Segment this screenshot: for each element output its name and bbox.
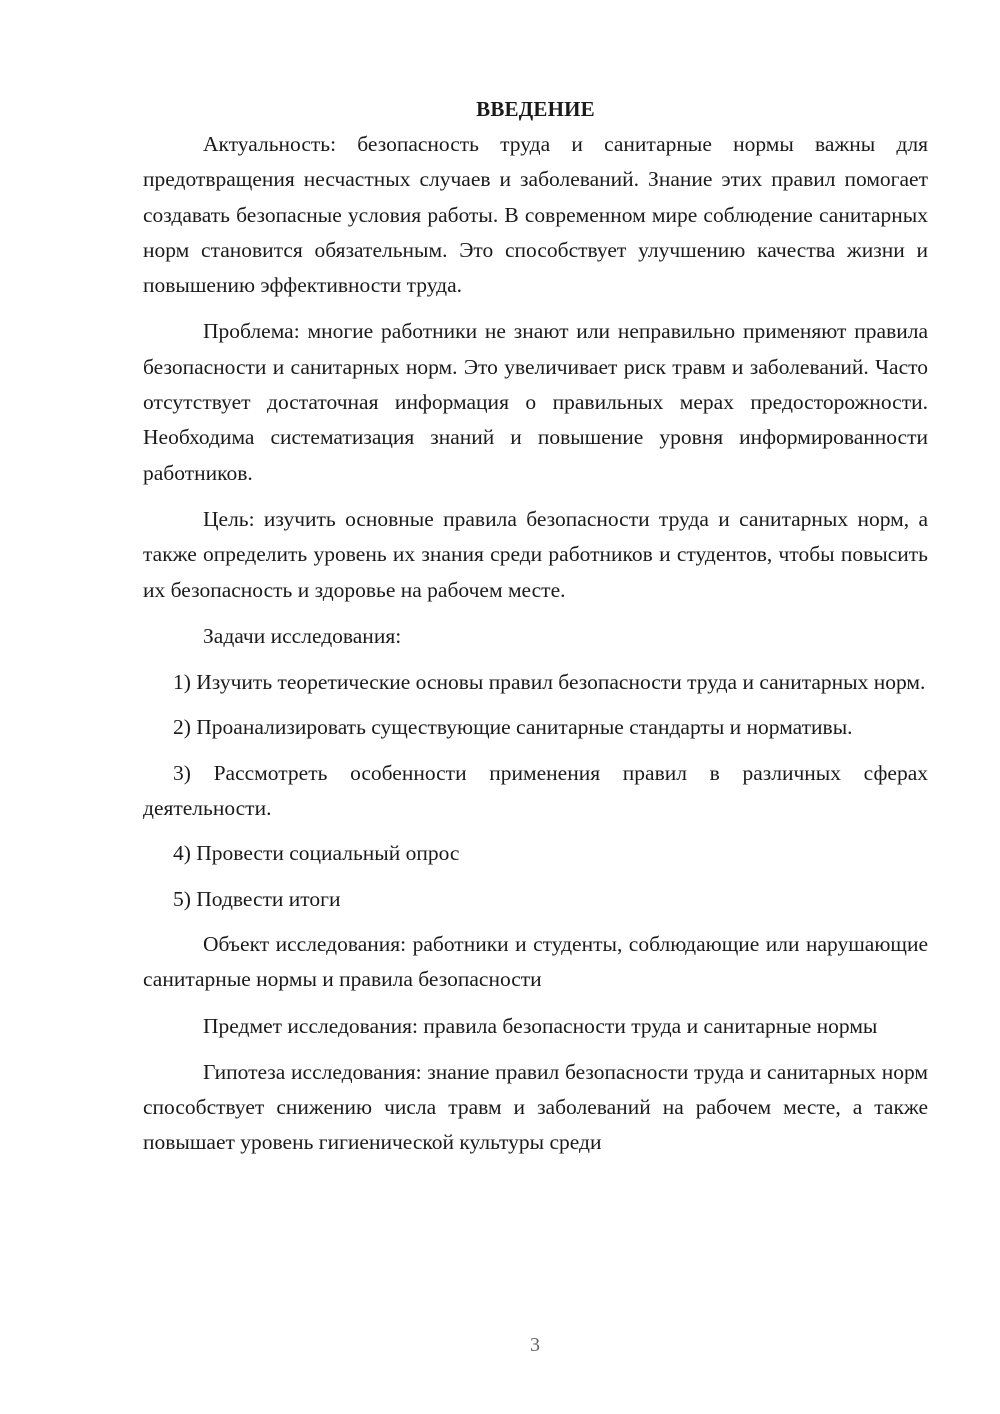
page-number: 3 [530,1334,540,1356]
paragraph-problem: Проблема: многие работники не знают или неправильно применяют правила безопасности и санитарных норм. Это увеличивает риск травм и заболеваний. Часто отсутствует достаточная информация о правильных мерах предосторожности. Необходима систематизация знаний и повышение уровня информированности работников. [143,319,928,485]
task-item-2: 2) Проанализировать существующие санитарные стандарты и нормативы. [173,715,853,740]
paragraph-goal: Цель: изучить основные правила безопасности труда и санитарных норм, а также определить уровень их знания среди работников и студентов, чтобы повысить их безопасность и здоровье на рабочем месте. [143,506,928,602]
page-title: ВВЕДЕНИЕ [476,97,595,121]
task-item-4: 4) Провести социальный опрос [173,841,460,866]
paragraph-object: Объект исследования: работники и студенты, соблюдающие или нарушающие санитарные нормы и правила безопасности [143,931,928,992]
paragraph-relevance: Актуальность: безопасность труда и санитарные нормы важны для предотвращения несчастных случаев и заболеваний. Знание этих правил помогает создавать безопасные условия работы. В современном мире соблюдение санитарных норм становится обязательным. Это способствует улучшению качества жизни и повышению эффективности труда. [143,132,928,298]
paragraph-subject: Предмет исследования: правила безопасности труда и санитарные нормы [203,1013,878,1038]
paragraph-hypothesis: Гипотеза исследования: знание правил безопасности труда и санитарных норм способствует снижению числа травм и заболеваний на рабочем месте, а также повышает уровень гигиенической культуры среди [143,1059,928,1155]
task-item-1: 1) Изучить теоретические основы правил безопасности труда и санитарных норм. [173,670,926,695]
tasks-heading: Задачи исследования: [203,623,402,648]
task-item-5: 5) Подвести итоги [173,886,341,911]
document-page [143,92,928,1172]
task-item-3: 3) Рассмотреть особенности применения правил в различных сферах деятельности. [143,760,928,821]
